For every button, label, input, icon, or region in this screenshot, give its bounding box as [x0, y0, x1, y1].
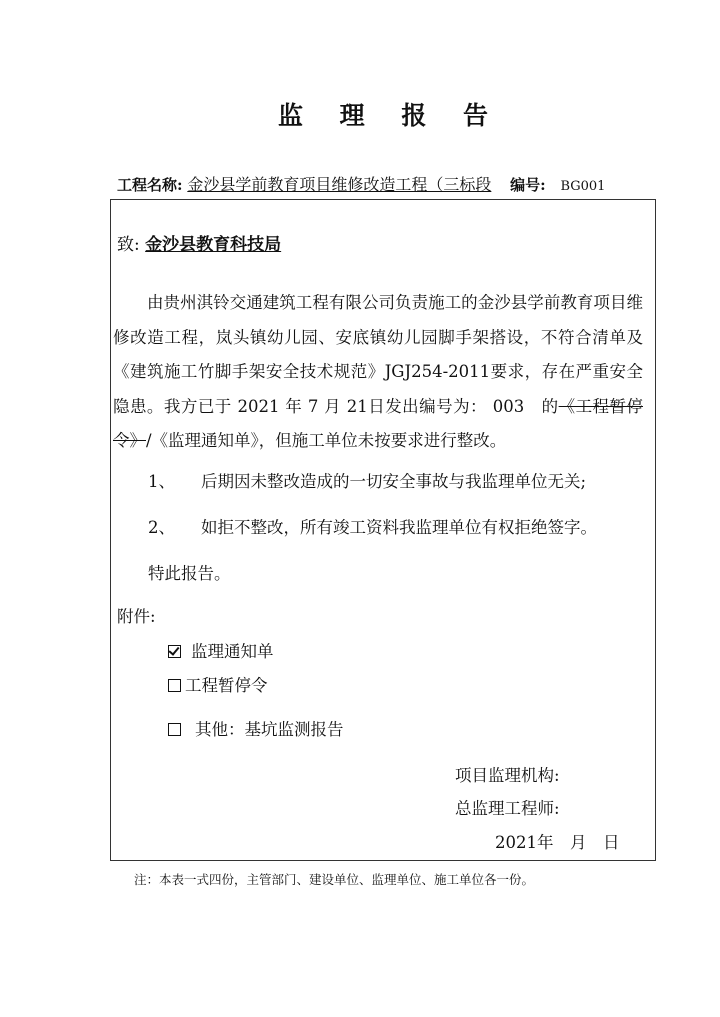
recipient-label: 致: [117, 235, 140, 255]
checkbox-checked[interactable] [168, 645, 181, 658]
header-row [117, 172, 605, 195]
footnote: 注：本表一式四份，主管部门、建设单位、监理单位、施工单位各一份。 [134, 872, 535, 887]
item-text: 后期因未整改造成的一切安全事故与我监理单位无关; [201, 472, 587, 491]
page-title: 监 理 报 告 [277, 101, 503, 130]
attachment-item [168, 716, 344, 740]
checkbox[interactable] [168, 679, 181, 692]
item-number: 2、 [148, 518, 175, 537]
struck-text: 《工程暂停令》 [113, 396, 643, 450]
attachment-label: 监理通知单 [191, 642, 274, 661]
date: 2021年 月 日 [495, 833, 620, 852]
body-text: 由贵州淇铃交通建筑工程有限公司负责施工的金沙县学前教育项目维修改造工程，岚头镇幼儿园、安底镇幼儿园脚手架搭设，不符合清单及《建筑施工竹脚手架安全技术规范》JGJ254-2011要求，存在严重安全隐患。我方已于 2021 年 7 月 21日发出编号为： 003 的 [113, 293, 643, 416]
org-label: 项目监理机构: [455, 766, 560, 785]
attachment-item [168, 638, 274, 662]
attachment-item [168, 672, 268, 696]
closing: 特此报告。 [148, 564, 231, 583]
item-number: 1、 [148, 472, 175, 491]
body-paragraph [113, 286, 643, 459]
project-name: 金沙县学前教育项目维修改造工程（三标段 [187, 175, 492, 194]
item-text: 如拒不整改，所有竣工资料我监理单位有权拒绝签字。 [201, 518, 597, 537]
code-label: 编号: [510, 176, 546, 194]
recipient-name: 金沙县教育科技局 [145, 235, 282, 255]
body-text-end: /《监理通知单》，但施工单位未按要求进行整改。 [146, 431, 507, 450]
item-2 [148, 514, 597, 538]
checkbox[interactable] [168, 723, 181, 736]
attachment-label: 其他：基坑监测报告 [195, 720, 344, 739]
item-1 [148, 468, 586, 492]
project-label: 工程名称: [117, 176, 183, 194]
attachments-label: 附件: [117, 607, 156, 626]
attachment-label: 工程暂停令 [185, 676, 268, 695]
recipient [117, 230, 281, 255]
engineer-label: 总监理工程师: [455, 799, 560, 818]
code-value: BG001 [560, 179, 606, 194]
